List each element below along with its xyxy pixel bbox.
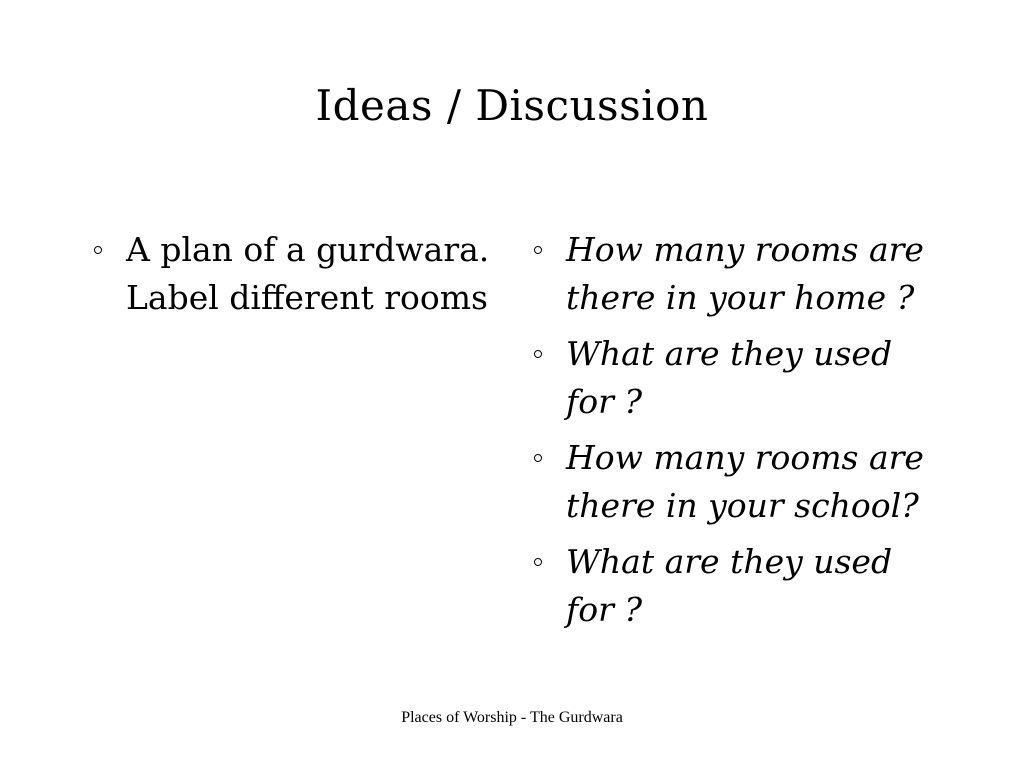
bullet-item [530,538,970,634]
bullet-icon [534,558,542,566]
bullet-line: A plan of a gurdwara. [126,230,490,269]
slide-footer: Places of Worship - The Gurdwara [401,709,623,726]
bullet-item [90,226,510,322]
bullet-icon [94,246,102,254]
bullet-line: What are they used [566,542,893,581]
bullet-line: How many rooms are [566,230,924,269]
bullet-line: Label different rooms [126,278,488,317]
bullet-line: for ? [566,382,643,421]
bullet-line: What are they used [566,334,893,373]
bullet-item [530,330,970,426]
slide-title: Ideas / Discussion [315,81,709,130]
bullet-icon [534,454,542,462]
bullet-item [530,226,970,322]
bullet-icon [534,350,542,358]
bullet-line: How many rooms are [566,438,924,477]
bullet-icon [534,246,542,254]
bullet-item [530,434,970,530]
bullet-line: for ? [566,590,643,629]
bullet-line: there in your school? [566,486,919,525]
right-column [530,226,970,642]
bullet-line: there in your home ? [566,278,915,317]
left-column [90,226,510,330]
